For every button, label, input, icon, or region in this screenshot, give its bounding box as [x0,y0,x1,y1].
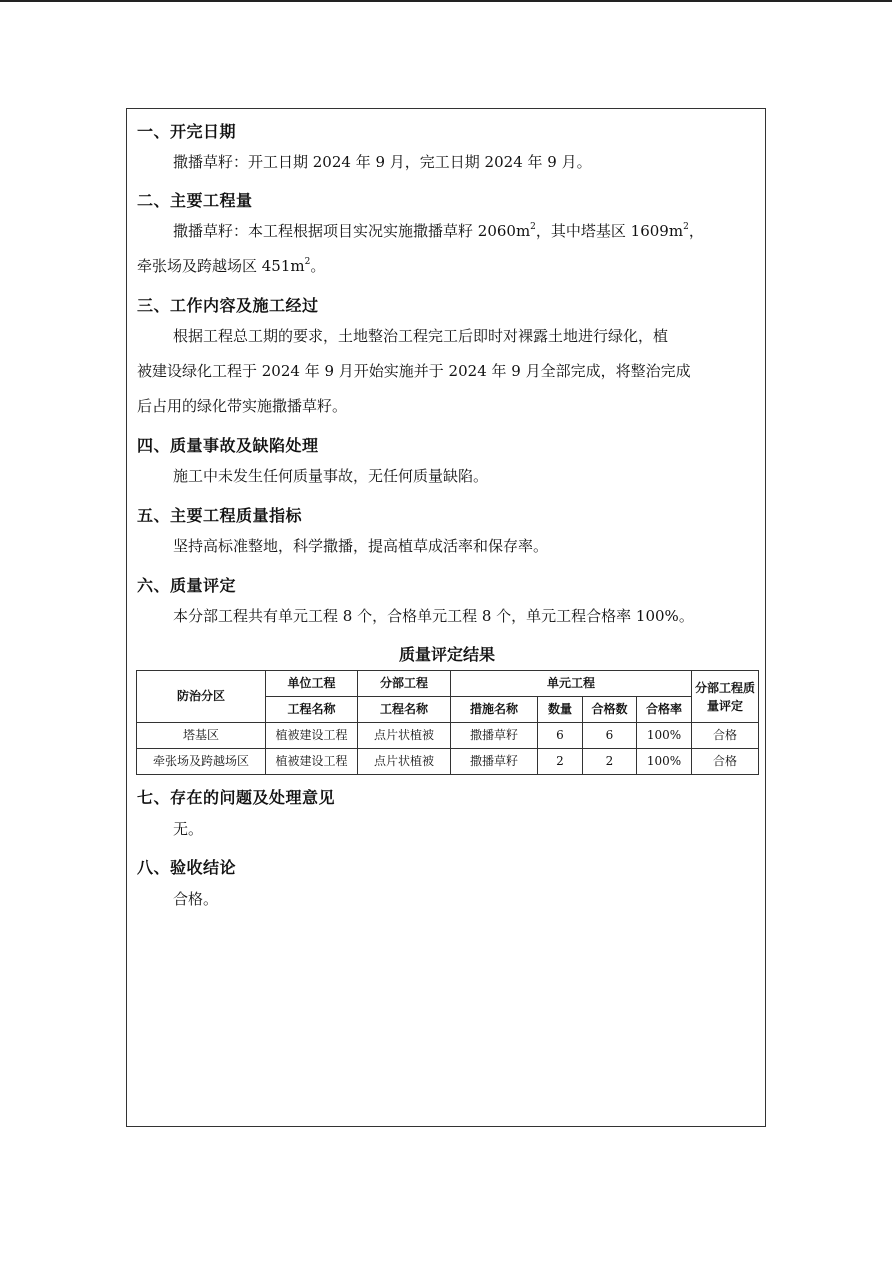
section-heading-7: 七、存在的问题及处理意见 [137,788,336,807]
header-element-project: 单元工程 [451,671,692,697]
cell-sub: 点片状植被 [358,749,451,775]
section-heading-4: 四、质量事故及缺陷处理 [137,436,319,455]
header-count: 数量 [538,697,583,723]
cell-unit: 植被建设工程 [266,749,358,775]
cell-rate: 100% [637,749,692,775]
header-sub-project: 分部工程 [358,671,451,697]
cell-count: 2 [538,749,583,775]
section-body-3-line3: 后占用的绿化带实施撒播草籽。 [137,397,348,415]
header-sub-name: 工程名称 [358,697,451,723]
cell-measure: 撒播草籽 [451,749,538,775]
header-measure-name: 措施名称 [451,697,538,723]
superscript: 2 [304,257,311,267]
section-heading-3: 三、工作内容及施工经过 [137,296,319,315]
section-heading-6: 六、质量评定 [137,576,237,595]
section-body-6: 本分部工程共有单元工程 8 个，合格单元工程 8 个，单元工程合格率 100%。 [173,607,694,625]
document-frame [126,108,766,1127]
text-part: 牵张场及跨越场区 451m [137,257,305,275]
header-project-name: 工程名称 [266,697,358,723]
section-heading-8: 八、验收结论 [137,858,237,877]
superscript: 2 [530,222,536,232]
section-heading-5: 五、主要工程质量指标 [137,506,303,525]
section-heading-1: 一、开完日期 [137,122,237,141]
table-row [137,749,759,775]
header-pass-rate: 合格率 [637,697,692,723]
text-part: 撒播草籽：本工程根据项目实况实施撒播草籽 2060m [173,222,531,240]
text-part: ，其中塔基区 1609m [535,222,684,240]
header-pass-count: 合格数 [583,697,637,723]
section-body-2-line1 [137,214,759,249]
cell-pass: 6 [583,723,637,749]
cell-measure: 撒播草籽 [451,723,538,749]
section-body-8: 合格。 [173,890,219,908]
cell-zone: 牵张场及跨越场区 [137,749,266,775]
quality-table [136,670,759,775]
header-unit-project: 单位工程 [266,671,358,697]
cell-eval: 合格 [692,723,759,749]
section-body-2-line2 [137,249,759,284]
cell-sub: 点片状植被 [358,723,451,749]
text-part: ， [688,222,704,240]
section-body-3-line1: 根据工程总工期的要求，土地整治工程完工后即时对裸露土地进行绿化，植 [173,327,669,345]
table-header-row [137,671,759,697]
cell-eval: 合格 [692,749,759,775]
section-body-1: 撒播草籽：开工日期 2024 年 9 月，完工日期 2024 年 9 月。 [173,153,592,171]
table-caption: 质量评定结果 [398,645,495,664]
page-top-rule [0,0,892,2]
section-body-3-line2: 被建设绿化工程于 2024 年 9 月开始实施并于 2024 年 9 月全部完成，将整治完成 [137,362,691,380]
cell-pass: 2 [583,749,637,775]
superscript: 2 [683,222,689,232]
text-part: 。 [310,257,326,275]
cell-count: 6 [538,723,583,749]
cell-unit: 植被建设工程 [266,723,358,749]
section-body-5: 坚持高标准整地，科学撒播，提高植草成活率和保存率。 [173,537,549,555]
section-body-4: 施工中未发生任何质量事故，无任何质量缺陷。 [173,467,489,485]
cell-rate: 100% [637,723,692,749]
section-body-7: 无。 [173,820,204,838]
cell-zone: 塔基区 [137,723,266,749]
header-zone: 防治分区 [137,671,266,723]
header-sub-quality: 分部工程质量评定 [692,671,759,723]
table-row [137,723,759,749]
section-heading-2: 二、主要工程量 [137,191,253,210]
